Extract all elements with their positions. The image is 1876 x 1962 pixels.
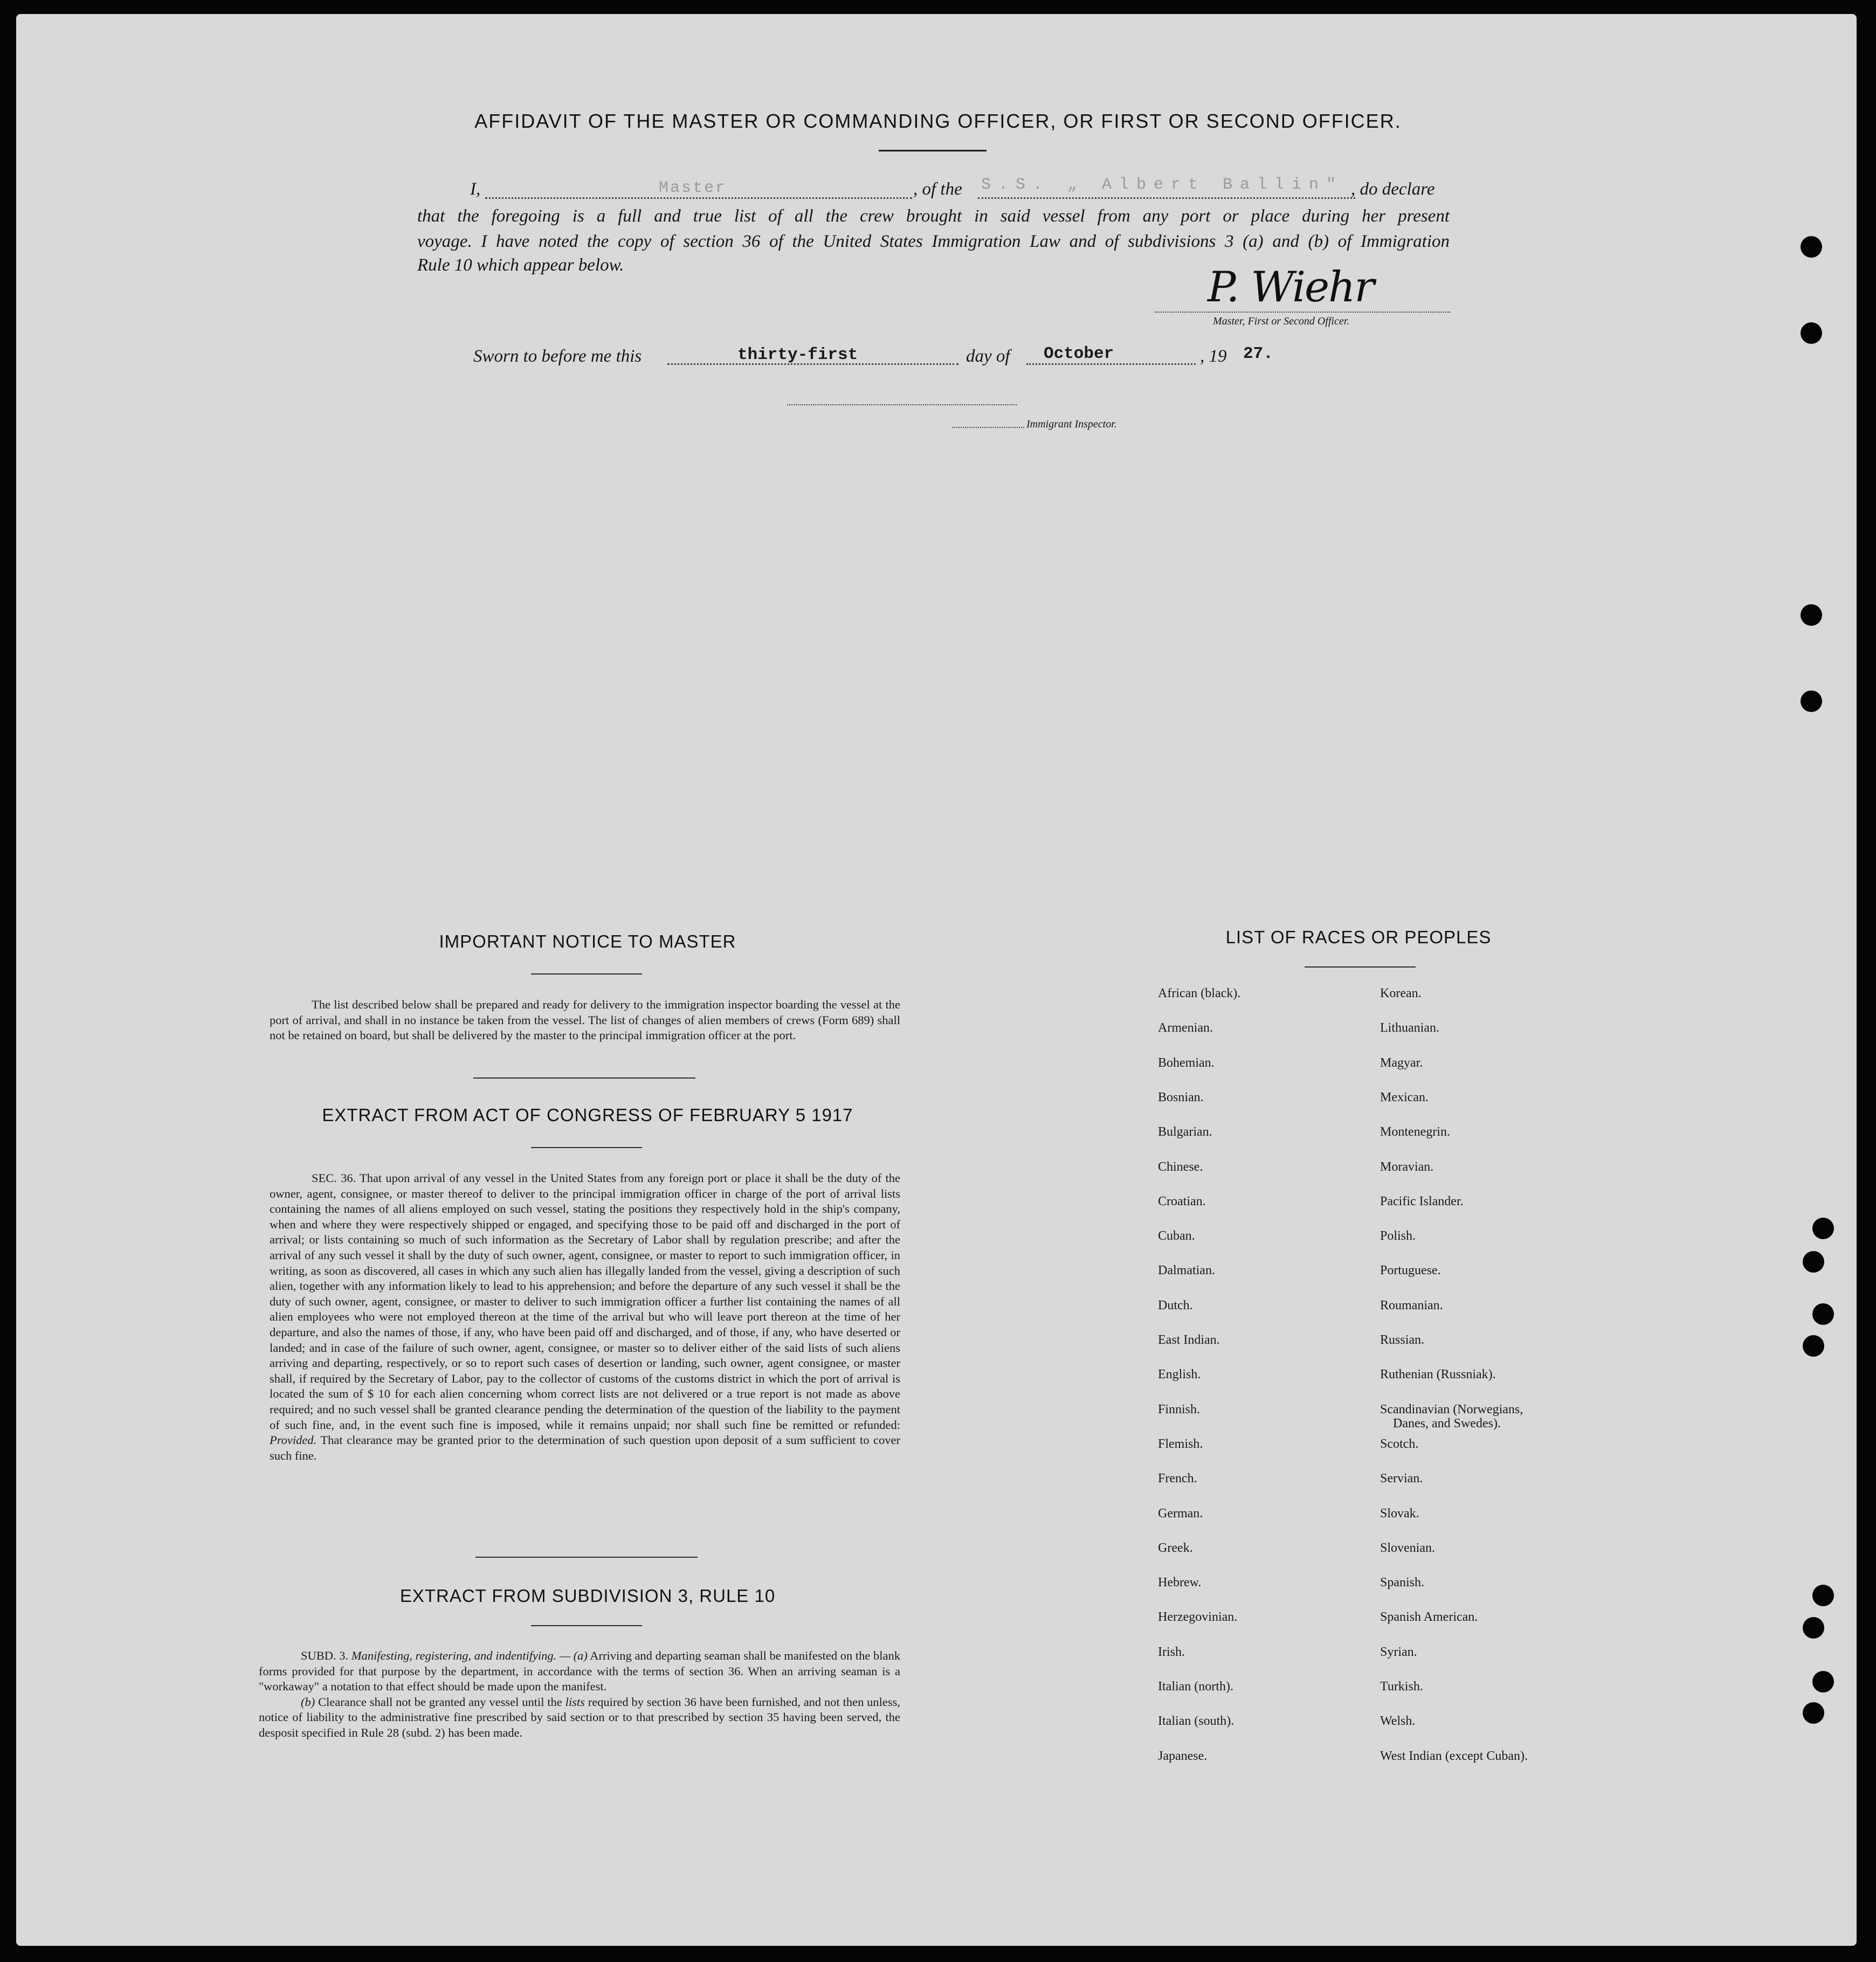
rule-b-lead: (b): [301, 1695, 315, 1709]
act-divider: [475, 1557, 698, 1558]
sworn-month-line: [1026, 363, 1196, 365]
race-item: Spanish American.: [1380, 1610, 1478, 1625]
race-item: Italian (north).: [1158, 1680, 1233, 1694]
master-signature: P. Wiehr: [1208, 263, 1374, 312]
race-item: Russian.: [1380, 1333, 1425, 1347]
race-item: Danes, and Swedes).: [1393, 1416, 1501, 1431]
race-item: Portuguese.: [1380, 1263, 1441, 1278]
race-item: Spanish.: [1380, 1576, 1425, 1590]
act-text-block: [270, 1171, 900, 1463]
race-item: Bosnian.: [1158, 1090, 1204, 1104]
binder-hole: [1801, 604, 1822, 626]
inspector-caption-dots: [952, 427, 1024, 428]
signature-caption: Master, First or Second Officer.: [1213, 315, 1350, 327]
race-item: Slovak.: [1380, 1506, 1419, 1521]
affidavit-title: AFFIDAVIT OF THE MASTER OR COMMANDING OFFICER, OR FIRST OR SECOND OFFICER.: [474, 110, 1402, 132]
race-item: Montenegrin.: [1380, 1125, 1450, 1139]
race-item: Syrian.: [1380, 1645, 1417, 1659]
race-item: Scotch.: [1380, 1436, 1419, 1451]
affidavit-line-4: Rule 10 which appear below.: [417, 255, 624, 275]
sworn-day-value: thirty-first: [737, 346, 858, 364]
affidavit-declare-label: , do declare: [1351, 179, 1435, 199]
sworn-label: Sworn to before me this: [473, 347, 642, 366]
year-prefix-label: , 19: [1200, 347, 1227, 366]
race-item: Hebrew.: [1158, 1576, 1202, 1590]
binder-hole: [1801, 322, 1822, 344]
title-divider: [879, 150, 987, 151]
binder-hole: [1803, 1617, 1824, 1639]
notice-text: The list described below shall be prepared and ready for delivery to the immigration inspector boarding the vessel at the port of arrival, and shall in no instance be taken from the vessel. The list of changes of alien members of crews (Form 689) shall not be retained on board, but shall be delivered by the master to the principal immigration officer at the port.: [270, 998, 900, 1042]
sworn-year-value: 27.: [1243, 344, 1273, 363]
binder-hole: [1801, 236, 1822, 258]
race-item: Dalmatian.: [1158, 1263, 1215, 1278]
race-item: Italian (south).: [1158, 1714, 1234, 1729]
race-item: Mexican.: [1380, 1090, 1429, 1104]
binder-hole: [1812, 1585, 1834, 1606]
race-item: Servian.: [1380, 1472, 1423, 1486]
vessel-field-line: [978, 197, 1355, 199]
race-item: English.: [1158, 1367, 1201, 1382]
binder-hole: [1812, 1303, 1834, 1325]
race-item: Slovenian.: [1380, 1540, 1435, 1555]
rule-b-lists: lists: [565, 1695, 585, 1709]
race-item: Chinese.: [1158, 1159, 1203, 1174]
race-item: Japanese.: [1158, 1749, 1208, 1763]
race-item: Scandinavian (Norwegians,: [1380, 1402, 1523, 1417]
name-field-value: Master: [659, 179, 727, 197]
act-title-divider: [531, 1147, 642, 1148]
act-sec36-text-end: That clearance may be granted prior to the determination of such question upon deposit of a sum sufficient to cover such fine.: [270, 1433, 901, 1462]
race-item: Finnish.: [1158, 1402, 1201, 1417]
race-item: East Indian.: [1158, 1333, 1220, 1347]
race-item: Irish.: [1158, 1645, 1185, 1659]
race-item: Herzegovinian.: [1158, 1610, 1238, 1625]
race-item: Lithuanian.: [1380, 1021, 1439, 1035]
race-item: Korean.: [1380, 986, 1422, 1000]
rule-title: EXTRACT FROM SUBDIVISION 3, RULE 10: [399, 1586, 776, 1606]
act-sec36-text: SEC. 36. That upon arrival of any vessel in the United States from any foreign port or place it shall be the duty of the owner, agent, consignee, or master thereof to deliver to the principal immigration officer in charge of the port of arrival lists containing the names of all aliens employed on such vessel, stating the positions they respectively hold in the ship's company, when and where they were respectively shipped or engaged, and specifying those to be paid off and discharged in the port of arrival; or lists containing so much of such information as the Secretary of Labor shall by regulation prescribe; and after the arrival of any such vessel it shall by the duty of such owner, agent, consignee, or master to report to such immigration officer, in writing, as soon as discovered, all cases in which any such alien has illegally landed from the vessel, giving a description of such alien, together with any information likely to lead to his apprehension; and before the departure of any such vessel it shall be the duty of such owner, agent, consignee, or master to deliver to such immigration officer a further list containing the names of all alien employees who were not employed thereon at the time of the arrival but who will leave port thereon at the time of her departure, and also the names of those, if any, who have been paid off and discharged, and of those, if any, who have deserted or landed; and in case of the failure of such owner, agent, consignee, or master so to deliver either of the said lists of such aliens arriving and departing, respectively, or so to report such cases of desertion or landing, such owner, agent consignee, or master shall, if required by the Secretary of Labor, pay to the collector of customs of the customs district in which the port of arrival is located the sum of $ 10 for each alien concerning whom correct lists are not delivered or a true report is not made as above required; and no such vessel shall be granted clearance pending the determination of the question of the liability to the payment of such fine, and, in the event such fine is imposed, while it remains unpaid; nor shall such fine be remitted or refunded:: [270, 1171, 900, 1432]
vessel-field-value: S.S. „ Albert Ballin": [981, 176, 1344, 194]
inspector-signature-line: [787, 404, 1017, 405]
race-item: Dutch.: [1158, 1298, 1193, 1312]
race-item: Turkish.: [1380, 1680, 1423, 1694]
binder-hole: [1803, 1335, 1824, 1357]
affidavit-line-3: voyage. I have noted the copy of section 36 of the United States Immigration Law and of subdivisions 3 (a) and (b) of Immigration: [417, 232, 1450, 251]
race-item: Ruthenian (Russniak).: [1380, 1367, 1496, 1382]
race-item: Croatian.: [1158, 1194, 1206, 1208]
rule-title-divider: [531, 1625, 642, 1626]
rule-b-text-1: Clearance shall not be granted any vessel until the: [318, 1695, 562, 1709]
race-item: Bulgarian.: [1158, 1125, 1212, 1139]
act-provided: Provided.: [270, 1433, 317, 1447]
race-item: African (black).: [1158, 986, 1241, 1000]
race-item: French.: [1158, 1472, 1197, 1486]
race-item: Bohemian.: [1158, 1055, 1215, 1070]
race-item: Roumanian.: [1380, 1298, 1443, 1312]
affidavit-line-2: that the foregoing is a full and true list of all the crew brought in said vessel from any port or place during her present: [417, 206, 1450, 226]
act-title: EXTRACT FROM ACT OF CONGRESS OF FEBRUARY 5 1917: [322, 1105, 853, 1125]
binder-hole: [1812, 1671, 1834, 1692]
binder-hole: [1803, 1251, 1824, 1273]
race-item: Greek.: [1158, 1540, 1193, 1555]
rule-text-block: [259, 1648, 900, 1741]
sworn-month-value: October: [1044, 344, 1114, 363]
notice-text-block: [270, 997, 900, 1044]
race-item: German.: [1158, 1506, 1203, 1521]
binder-hole: [1812, 1218, 1834, 1239]
races-title-divider: [1305, 966, 1416, 968]
race-item: Pacific Islander.: [1380, 1194, 1464, 1208]
rule-b-text-2: required by section 36 have been furnished, and not then unless, notice of liability to the administrative fine prescribed by said section or to that prescribed by section 35 having been served, the desposit specified in Rule 28 (subd. 2) has been made.: [259, 1695, 901, 1739]
race-item: West Indian (except Cuban).: [1380, 1749, 1528, 1763]
notice-title: IMPORTANT NOTICE TO MASTER: [439, 931, 736, 951]
inspector-caption: Immigrant Inspector.: [1026, 418, 1117, 430]
notice-title-divider: [531, 973, 642, 975]
affidavit-i-label: I,: [470, 179, 481, 199]
race-item: Cuban.: [1158, 1229, 1195, 1243]
race-item: Magyar.: [1380, 1055, 1423, 1070]
binder-hole: [1801, 690, 1822, 712]
signature-line: [1155, 312, 1450, 313]
notice-divider: [473, 1077, 695, 1079]
race-item: Moravian.: [1380, 1159, 1434, 1174]
races-title: LIST OF RACES OR PEOPLES: [1225, 927, 1492, 947]
rule-a-text: Arriving and departing seaman shall be manifested on the blank forms provided for that purpose by the department, in accordance with the terms of section 36. When an arriving seaman is a "workaway" a notation to that effect should be made upon the manifest.: [259, 1649, 901, 1694]
race-item: Polish.: [1380, 1229, 1416, 1243]
binder-hole: [1803, 1702, 1824, 1724]
race-item: Welsh.: [1380, 1714, 1416, 1729]
name-field-line: [485, 197, 912, 199]
race-item: Flemish.: [1158, 1436, 1203, 1451]
day-of-label: day of: [966, 347, 1010, 366]
race-item: Armenian.: [1158, 1021, 1213, 1035]
rule-a-lead: SUBD. 3.: [301, 1649, 349, 1662]
affidavit-of-the-label: , of the: [913, 179, 962, 199]
rule-a-heading: Manifesting, registering, and indentifying. — (a): [351, 1649, 588, 1662]
